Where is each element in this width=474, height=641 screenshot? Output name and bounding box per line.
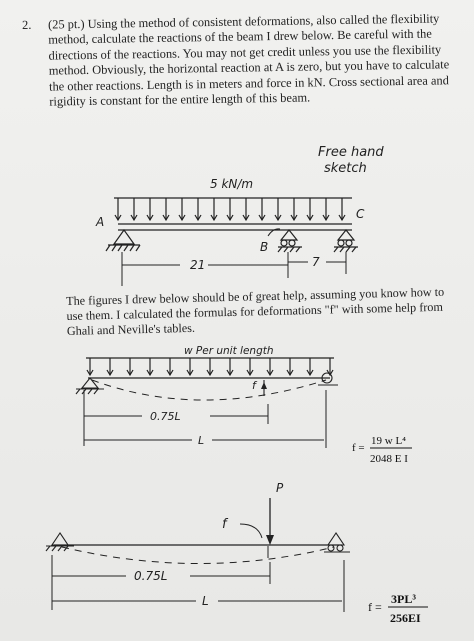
problem-number: 2. [22,17,32,32]
fig1-load-label: w Per unit length [184,345,274,357]
load-arrows [114,198,352,220]
note-line1: Free hand [318,145,384,160]
fig2-deflected-shape [62,547,334,564]
support-a-pin [106,230,140,251]
fig2-formula [368,592,428,625]
figures-note: The figures I drew below should be of great help, assuming you know how to use them. I calculated the formulas for deformations "f" with some help from Ghali and Neville's tables. [66,284,445,338]
problem-text: (25 pt.) Using the method of consistent deformations, also called the flexibility method, calculate the reactions of the beam I drew below. Be careful with the directions of the reactions. You may not get credit unless you use the flexibility method. Obviously, the horizontal reaction at A is zero, but you have to calculate the other reactions. Length is in meters and force in kN. Cross sectional area and rigidity is constant for the entire length of this beam. [47,11,450,109]
fig2-support-left [46,533,74,551]
fig2-dim-long: L [202,594,209,608]
fig2-support-right [324,533,350,552]
fig2-f-label: f [222,517,227,532]
label-c: C [356,207,365,221]
note-line2: sketch [324,161,367,176]
fig1-support-right [318,373,338,385]
fig2-dim-short: 0.75L [134,569,168,583]
fig2-p-label: P [276,481,284,495]
label-b: B [260,240,269,254]
dimension-bc: 7 [312,255,320,269]
fig1-load-arrows [86,358,334,375]
support-b-roller [278,230,302,252]
fig2-formula-numerator: 3PL³ [391,592,416,606]
dimension-ab: 21 [190,258,206,272]
fig1-formula [352,435,412,465]
fig1-deflected-shape [92,380,326,400]
distributed-load-label: 5 kN/m [210,177,254,191]
fig1-formula-prefix: f = [352,442,365,454]
fig1-formula-denominator: 2048 E I [370,453,408,465]
support-c-roller [334,230,358,252]
free-hand-note [318,145,384,176]
label-a: A [96,215,105,229]
fig2-formula-denominator: 256EI [390,611,421,625]
fig1-f-label: f [252,379,256,392]
beam [118,224,352,230]
fig1-dimensions [84,390,326,448]
fig2-dimensions [52,555,344,612]
fig1-dim-long: L [198,434,205,447]
fig1-dim-short: 0.75L [150,410,181,423]
fig1-support-left [76,378,104,394]
fig2-formula-prefix: f = [368,600,382,614]
fig1-formula-numerator: 19 w L⁴ [371,435,406,447]
